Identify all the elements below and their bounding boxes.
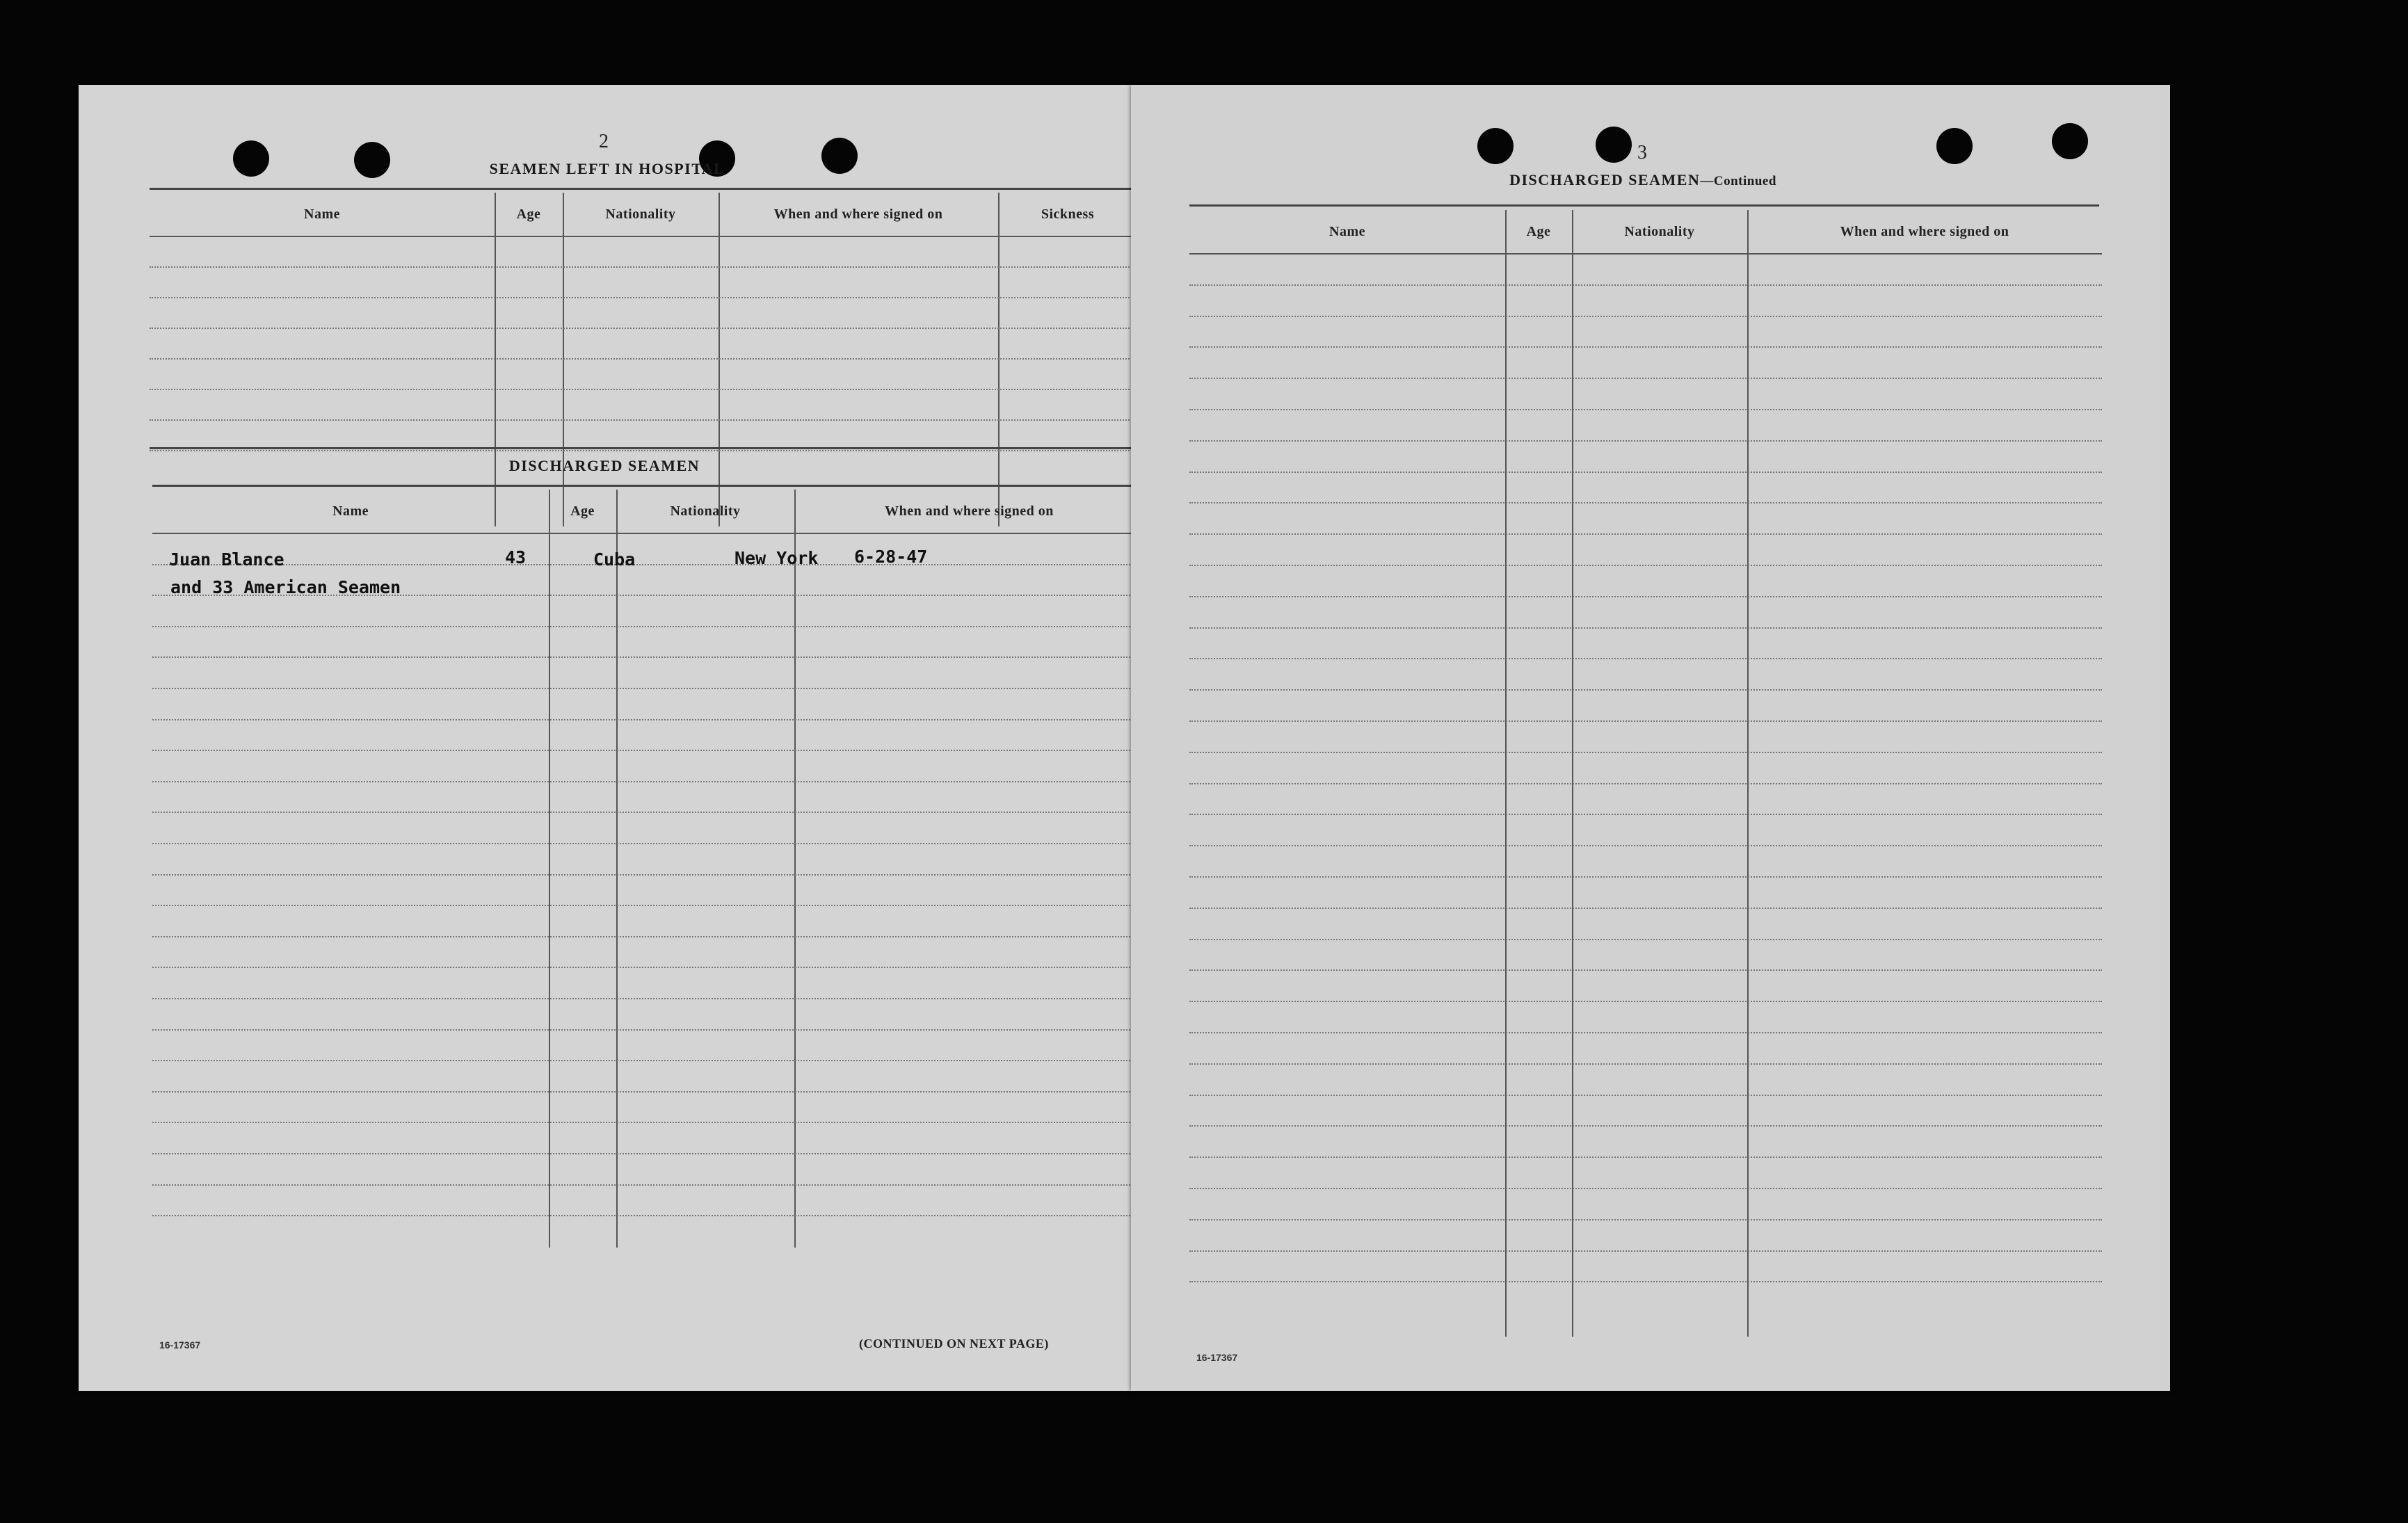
form-code: 16-17367 [159,1339,201,1351]
discharged-header-rule [152,533,1144,534]
hospital-col-header-2: Age [516,206,541,222]
discharged-row-line [152,626,1144,627]
punch-hole-5 [1477,128,1514,164]
continued-row-line [1189,316,2102,317]
hospital-column-divider [495,193,496,526]
continued-row-line [1189,845,2102,846]
continued-row-line [1189,752,2102,753]
punch-hole-7 [1936,128,1973,164]
discharged-row-line [152,1184,1144,1186]
entry-nationality-1: Cuba [593,549,636,570]
discharged-column-divider [794,490,796,1248]
discharged-row-line [152,998,1144,999]
discharged-row-line [152,874,1144,876]
discharged-col-header-2: Age [570,503,595,519]
hospital-row-line [150,328,1137,329]
continued-col-header-4: When and where signed on [1840,223,2009,239]
continued-row-line [1189,814,2102,815]
discharged-row-line [152,1091,1144,1093]
discharged-row-line [152,905,1144,906]
continued-row-line [1189,1063,2102,1065]
continued-row-line [1189,440,2102,442]
discharged-row-line [152,967,1144,968]
discharged-column-divider [549,490,550,1248]
continued-row-line [1189,969,2102,971]
hospital-col-header-4: When and where signed on [773,206,943,222]
continued-row-line [1189,1001,2102,1002]
continued-header-rule [1189,253,2102,255]
title-main: DISCHARGED SEAMEN [1509,171,1701,188]
discharged-continued-table [1189,210,2102,1337]
entry-date-1: 6-28-47 [854,547,928,567]
discharged-column-divider [616,490,618,1248]
continued-row-line [1189,378,2102,379]
continued-row-line [1189,1281,2102,1282]
discharged-col-header-1: Name [332,503,369,519]
hospital-section-title: SEAMEN LEFT IN HOSPITAL [489,160,725,177]
continued-row-line [1189,689,2102,691]
punch-hole-4 [821,138,858,174]
continued-row-line [1189,1188,2102,1189]
discharged-row-line [152,719,1144,720]
hospital-col-header-3: Nationality [605,206,676,222]
entry-name-2: and 33 American Seamen [170,577,401,597]
continued-row-line [1189,783,2102,784]
entry-age-1: 43 [505,547,527,567]
discharged-row-line [152,656,1144,658]
discharged-continued-title [1509,171,1776,189]
page-number: 2 [599,131,609,152]
continued-col-header-1: Name [1329,223,1365,239]
continued-row-line [1189,409,2102,410]
punch-hole-2 [354,142,390,178]
right-page [1131,85,2170,1391]
right-top-rule [1189,204,2099,207]
discharged-row-line [152,564,1144,565]
discharged-row-line [152,1122,1144,1123]
continued-row-line [1189,502,2102,503]
hospital-column-divider [563,193,564,526]
discharged-table [152,490,1144,1248]
discharged-row-line [152,1215,1144,1216]
hospital-row-line [150,419,1137,421]
discharged-row-line [152,1153,1144,1154]
hospital-row-line [150,297,1137,298]
discharged-row-line [152,781,1144,782]
discharged-row-line [152,688,1144,689]
continued-row-line [1189,876,2102,878]
continued-row-line [1189,908,2102,909]
hospital-header-rule [150,236,1137,237]
discharged-row-line [152,936,1144,937]
discharged-col-header-4: When and where signed on [885,503,1054,519]
hospital-row-line [150,450,1137,451]
hospital-row-line [150,266,1137,268]
continued-row-line [1189,1095,2102,1096]
continued-row-line [1189,1250,2102,1252]
continued-row-line [1189,346,2102,348]
continued-row-line [1189,1219,2102,1220]
punch-hole-8 [2052,123,2088,159]
continued-row-line [1189,627,2102,629]
continued-row-line [1189,1157,2102,1158]
continued-row-line [1189,284,2102,286]
discharged-top-rule [152,485,1140,487]
hospital-col-header-1: Name [304,206,340,222]
continued-row-line [1189,939,2102,940]
discharged-row-line [152,1060,1144,1061]
discharged-row-line [152,1029,1144,1031]
hospital-row-line [150,358,1137,360]
title-suffix: —Continued [1700,174,1776,188]
form-code: 16-17367 [1196,1352,1238,1363]
continued-row-line [1189,658,2102,659]
continued-row-line [1189,720,2102,722]
hospital-top-rule [150,188,1137,190]
hospital-row-line [150,389,1137,390]
continued-row-line [1189,565,2102,566]
continued-row-line [1189,472,2102,473]
punch-hole-6 [1596,127,1632,163]
punch-hole-1 [233,140,269,177]
hospital-bottom-rule [150,447,1137,449]
continued-row-line [1189,533,2102,535]
hospital-col-header-5: Sickness [1041,206,1095,222]
hospital-column-divider [719,193,720,526]
page-number: 3 [1637,142,1647,163]
continued-row-line [1189,596,2102,597]
hospital-table [150,193,1137,533]
continued-row-line [1189,1032,2102,1033]
entry-name-1: Juan Blance [169,549,284,570]
discharged-col-header-3: Nationality [670,503,741,519]
continued-col-header-2: Age [1526,223,1551,239]
discharged-row-line [152,750,1144,751]
continued-row-line [1189,1125,2102,1127]
entry-place-1: New York [735,548,819,568]
hospital-column-divider [998,193,1000,526]
left-page [79,85,1131,1391]
discharged-row-line [152,843,1144,844]
continued-note: (CONTINUED ON NEXT PAGE) [859,1337,1049,1351]
continued-col-header-3: Nationality [1624,223,1695,239]
discharged-row-line [152,812,1144,813]
discharged-section-title: DISCHARGED SEAMEN [508,457,700,474]
